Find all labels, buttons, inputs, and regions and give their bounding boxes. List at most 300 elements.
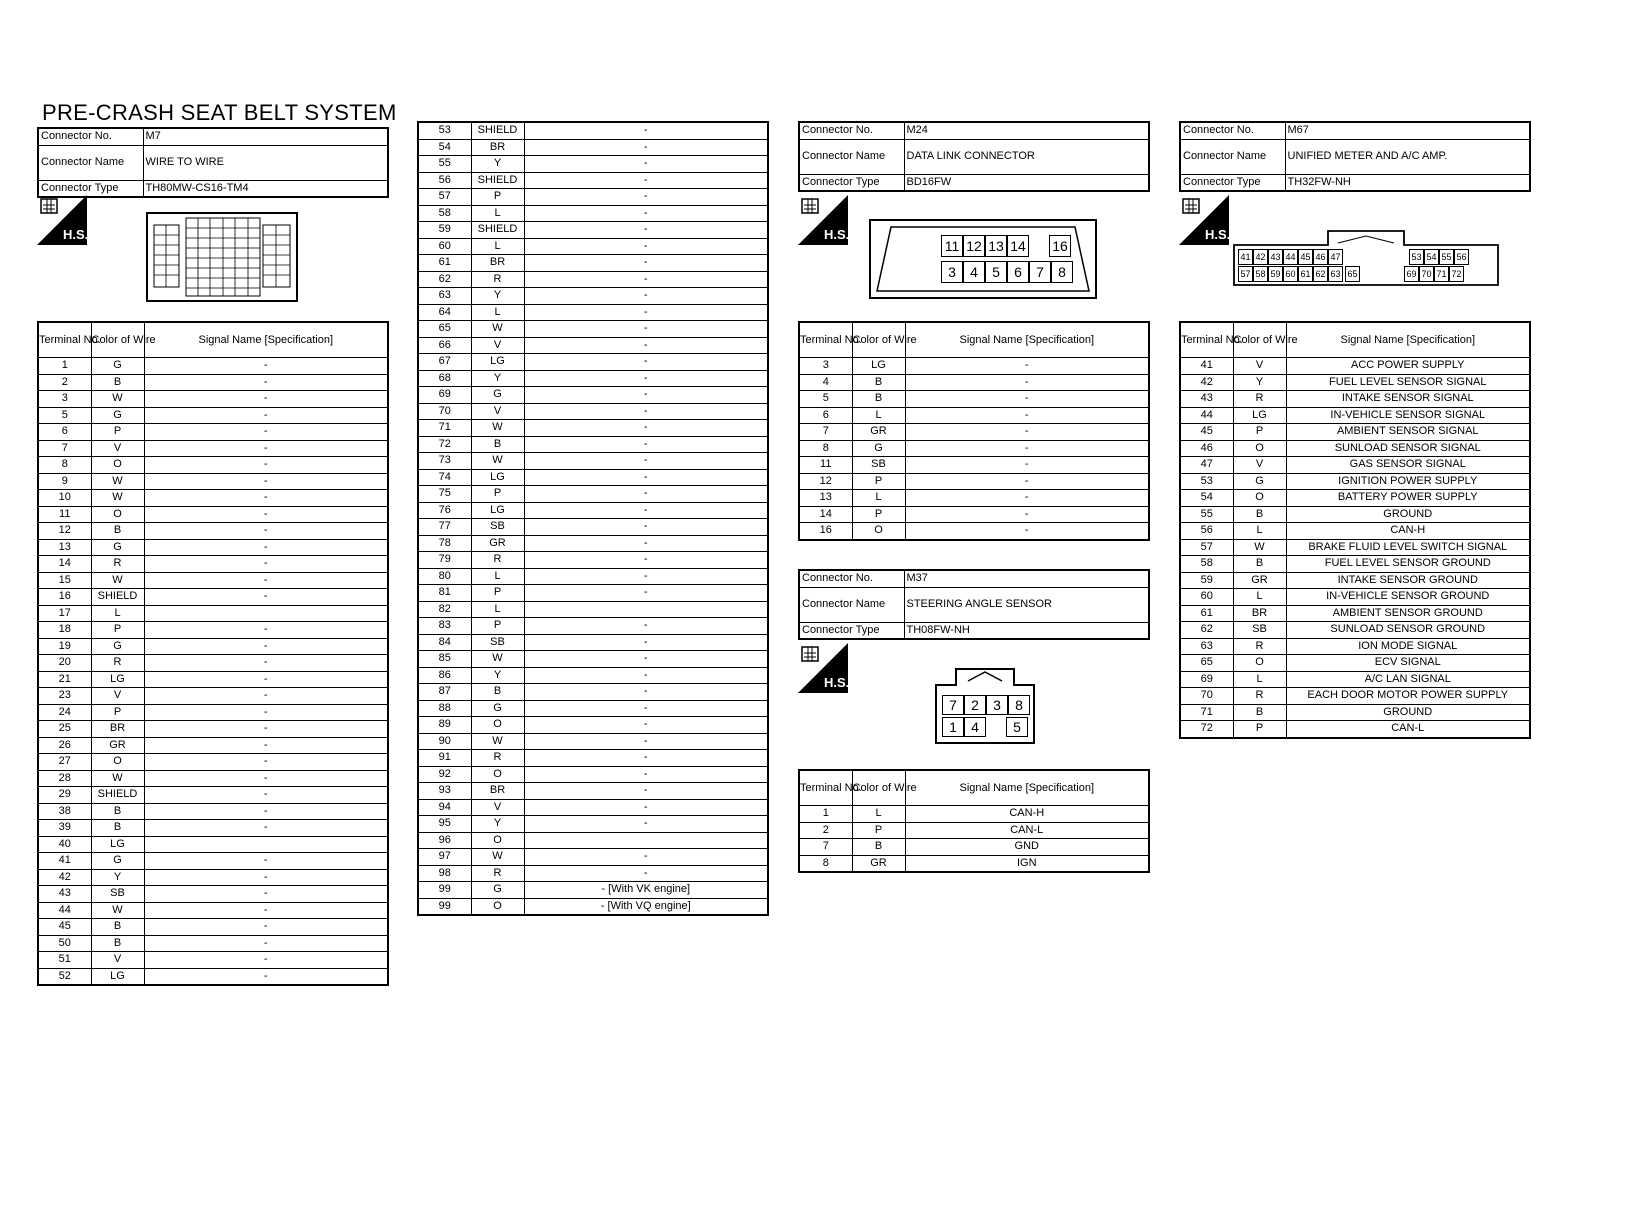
color-cell: LG — [471, 502, 524, 519]
table-row — [1180, 407, 1530, 424]
table-row — [418, 585, 768, 602]
terminal-cell: 16 — [38, 589, 91, 606]
connector-pin: 70 — [1419, 266, 1434, 282]
table-row — [38, 671, 388, 688]
color-cell: R — [471, 271, 524, 288]
connector-pin: 58 — [1253, 266, 1268, 282]
terminal-cell: 11 — [38, 506, 91, 523]
table-row — [418, 156, 768, 173]
color-cell: Y — [91, 869, 144, 886]
signal-cell: - — [905, 358, 1149, 375]
table-row — [38, 655, 388, 672]
terminal-cell: 54 — [418, 139, 471, 156]
color-cell: V — [471, 403, 524, 420]
terminal-cell: 7 — [799, 839, 852, 856]
connector-pin: 11 — [941, 235, 963, 257]
terminal-cell: 2 — [799, 822, 852, 839]
color-cell: Y — [471, 156, 524, 173]
terminal-cell: 68 — [418, 370, 471, 387]
table-row — [38, 886, 388, 903]
signal-cell: GND — [905, 839, 1149, 856]
terminal-cell: 16 — [799, 523, 852, 540]
table-row — [418, 238, 768, 255]
table-row — [418, 733, 768, 750]
color-cell: L — [471, 568, 524, 585]
m67-header — [1179, 121, 1531, 192]
terminal-cell: 72 — [1180, 721, 1233, 738]
signal-cell: - — [905, 490, 1149, 507]
table-row — [418, 337, 768, 354]
color-cell: G — [91, 407, 144, 424]
signal-cell: - — [144, 968, 388, 985]
signal-cell: - — [144, 440, 388, 457]
table-row — [418, 849, 768, 866]
signal-cell: - — [144, 589, 388, 606]
terminal-cell: 76 — [418, 502, 471, 519]
color-cell: V — [471, 799, 524, 816]
signal-cell: GROUND — [1286, 704, 1530, 721]
terminal-cell: 86 — [418, 667, 471, 684]
table-row — [1180, 358, 1530, 375]
terminal-cell: 8 — [799, 440, 852, 457]
terminal-cell: 17 — [38, 605, 91, 622]
color-cell: B — [91, 935, 144, 952]
terminal-cell: 99 — [418, 898, 471, 915]
signal-cell: - — [144, 820, 388, 837]
connector-pin: 72 — [1449, 266, 1464, 282]
color-cell: G — [91, 853, 144, 870]
signal-cell: - — [144, 902, 388, 919]
terminal-cell: 46 — [1180, 440, 1233, 457]
signal-cell: - — [524, 436, 768, 453]
signal-cell: - — [524, 700, 768, 717]
signal-cell: ECV SIGNAL — [1286, 655, 1530, 672]
color-cell: G — [852, 440, 905, 457]
signal-cell: - — [524, 816, 768, 833]
signal-cell: - — [524, 865, 768, 882]
connector-type-value: BD16FW — [904, 174, 1149, 191]
table-row — [799, 822, 1149, 839]
signal-cell: - — [144, 952, 388, 969]
signal-cell: - — [524, 766, 768, 783]
terminal-cell: 70 — [418, 403, 471, 420]
color-cell: V — [1233, 358, 1286, 375]
table-row — [418, 453, 768, 470]
color-cell: O — [91, 754, 144, 771]
terminal-cell: 5 — [38, 407, 91, 424]
signal-cell: - — [144, 457, 388, 474]
color-cell: B — [852, 391, 905, 408]
signal-header: Signal Name [Specification] — [905, 322, 1149, 358]
color-cell: B — [1233, 704, 1286, 721]
signal-cell: - — [524, 453, 768, 470]
table-row — [418, 271, 768, 288]
table-row — [418, 354, 768, 371]
connector-pin: 12 — [963, 235, 985, 257]
signal-cell: - — [524, 156, 768, 173]
terminal-cell: 71 — [418, 420, 471, 437]
connector-pin: 4 — [964, 717, 986, 737]
hs-label: H.S. — [824, 675, 850, 690]
terminal-cell: 53 — [1180, 473, 1233, 490]
terminal-cell: 72 — [418, 436, 471, 453]
signal-cell: ACC POWER SUPPLY — [1286, 358, 1530, 375]
table-row — [418, 304, 768, 321]
signal-cell: - — [144, 490, 388, 507]
color-cell: R — [91, 655, 144, 672]
m7-terminal-table — [37, 321, 389, 986]
color-cell: B — [471, 684, 524, 701]
color-cell: V — [1233, 457, 1286, 474]
color-cell: L — [852, 806, 905, 823]
table-row — [1180, 473, 1530, 490]
signal-cell: - [With VQ engine] — [524, 898, 768, 915]
table-row — [38, 688, 388, 705]
signal-cell: - — [905, 391, 1149, 408]
color-cell: O — [1233, 655, 1286, 672]
connector-name-label: Connector Name — [799, 139, 904, 174]
terminal-cell: 94 — [418, 799, 471, 816]
color-cell: W — [471, 420, 524, 437]
terminal-cell: 87 — [418, 684, 471, 701]
color-cell: SB — [91, 886, 144, 903]
connector-pin: 8 — [1008, 695, 1030, 715]
color-cell: W — [471, 849, 524, 866]
connector-pin: 2 — [964, 695, 986, 715]
signal-cell: BATTERY POWER SUPPLY — [1286, 490, 1530, 507]
terminal-cell: 38 — [38, 803, 91, 820]
table-row — [799, 473, 1149, 490]
table-row — [1180, 589, 1530, 606]
terminal-cell: 1 — [799, 806, 852, 823]
signal-cell: - — [524, 486, 768, 503]
terminal-cell: 51 — [38, 952, 91, 969]
signal-cell: - — [905, 506, 1149, 523]
table-row — [38, 770, 388, 787]
signal-cell: IGN — [905, 855, 1149, 872]
table-row — [418, 222, 768, 239]
color-cell: W — [471, 651, 524, 668]
table-row — [1180, 655, 1530, 672]
color-cell: O — [471, 898, 524, 915]
table-row — [1180, 605, 1530, 622]
connector-no-label: Connector No. — [799, 570, 904, 587]
connector-pin: 54 — [1424, 249, 1439, 265]
table-row — [418, 502, 768, 519]
signal-cell: - — [905, 523, 1149, 540]
harness-side-icon — [1179, 195, 1229, 245]
connector-pin: 7 — [942, 695, 964, 715]
color-cell: Y — [1233, 374, 1286, 391]
terminal-cell: 63 — [1180, 638, 1233, 655]
connector-pin: 6 — [1007, 261, 1029, 283]
terminal-cell: 85 — [418, 651, 471, 668]
signal-header: Signal Name [Specification] — [144, 322, 388, 358]
color-cell: R — [1233, 688, 1286, 705]
color-cell: BR — [471, 783, 524, 800]
m24-pin-row-bottom — [941, 261, 1073, 283]
table-row — [418, 403, 768, 420]
terminal-cell: 10 — [38, 490, 91, 507]
connector-pin: 5 — [985, 261, 1007, 283]
color-cell: Y — [471, 370, 524, 387]
table-row — [799, 506, 1149, 523]
signal-cell: CAN-H — [905, 806, 1149, 823]
table-row — [418, 799, 768, 816]
signal-cell: INTAKE SENSOR SIGNAL — [1286, 391, 1530, 408]
terminal-cell: 60 — [1180, 589, 1233, 606]
signal-cell: - — [524, 370, 768, 387]
connector-pin: 4 — [963, 261, 985, 283]
table-row — [418, 469, 768, 486]
signal-cell: AMBIENT SENSOR GROUND — [1286, 605, 1530, 622]
color-cell: L — [471, 205, 524, 222]
color-cell: P — [471, 189, 524, 206]
signal-cell: - — [144, 358, 388, 375]
connector-pin: 45 — [1298, 249, 1313, 265]
terminal-cell: 41 — [38, 853, 91, 870]
connector-pin: 60 — [1283, 266, 1298, 282]
terminal-cell: 96 — [418, 832, 471, 849]
terminal-cell: 9 — [38, 473, 91, 490]
terminal-cell: 27 — [38, 754, 91, 771]
terminal-header: Terminal No. — [799, 322, 852, 358]
connector-no-value: M37 — [904, 570, 1149, 587]
table-row — [1180, 704, 1530, 721]
color-cell: B — [1233, 506, 1286, 523]
table-row — [418, 255, 768, 272]
color-cell: P — [91, 622, 144, 639]
color-cell: GR — [1233, 572, 1286, 589]
color-cell: LG — [91, 836, 144, 853]
signal-cell: - — [144, 539, 388, 556]
signal-cell: - — [524, 849, 768, 866]
terminal-cell: 44 — [1180, 407, 1233, 424]
signal-cell — [144, 605, 388, 622]
terminal-cell: 84 — [418, 634, 471, 651]
connector-pin: 55 — [1439, 249, 1454, 265]
terminal-cell: 19 — [38, 638, 91, 655]
terminal-cell: 88 — [418, 700, 471, 717]
table-row — [38, 391, 388, 408]
signal-cell: - — [905, 440, 1149, 457]
table-row — [418, 865, 768, 882]
connector-pin: 62 — [1313, 266, 1328, 282]
m37-header — [798, 569, 1150, 640]
color-cell: G — [471, 387, 524, 404]
table-row — [38, 622, 388, 639]
table-row — [418, 122, 768, 139]
signal-cell: - — [524, 717, 768, 734]
terminal-cell: 26 — [38, 737, 91, 754]
table-row — [38, 721, 388, 738]
table-row — [1180, 688, 1530, 705]
signal-cell: - — [524, 420, 768, 437]
signal-cell: - — [524, 271, 768, 288]
table-row — [38, 869, 388, 886]
color-cell: SB — [1233, 622, 1286, 639]
signal-cell: GROUND — [1286, 506, 1530, 523]
table-row — [418, 766, 768, 783]
signal-cell: - — [144, 506, 388, 523]
terminal-cell: 21 — [38, 671, 91, 688]
table-row — [38, 424, 388, 441]
connector-pin: 43 — [1268, 249, 1283, 265]
signal-cell: - — [144, 886, 388, 903]
m24-pin-row-top — [941, 235, 1071, 257]
table-row — [38, 853, 388, 870]
color-cell: P — [852, 822, 905, 839]
terminal-cell: 6 — [799, 407, 852, 424]
color-cell: SB — [471, 519, 524, 536]
signal-cell: - — [144, 869, 388, 886]
color-cell: B — [91, 374, 144, 391]
terminal-cell: 58 — [418, 205, 471, 222]
color-header: Color of Wire — [852, 770, 905, 806]
terminal-cell: 62 — [418, 271, 471, 288]
signal-cell: - — [524, 552, 768, 569]
terminal-cell: 12 — [799, 473, 852, 490]
table-row — [418, 288, 768, 305]
table-row — [1180, 391, 1530, 408]
table-row — [1180, 490, 1530, 507]
color-cell: L — [852, 407, 905, 424]
terminal-cell: 74 — [418, 469, 471, 486]
connector-no-label: Connector No. — [799, 122, 904, 139]
color-cell: W — [471, 453, 524, 470]
connector-no-value: M67 — [1285, 122, 1530, 139]
connector-pin: 61 — [1298, 266, 1313, 282]
connector-pin: 3 — [941, 261, 963, 283]
terminal-cell: 93 — [418, 783, 471, 800]
signal-cell: - — [524, 304, 768, 321]
signal-cell: - — [524, 799, 768, 816]
color-cell: W — [91, 902, 144, 919]
terminal-cell: 13 — [799, 490, 852, 507]
table-row — [1180, 671, 1530, 688]
signal-cell: - — [524, 568, 768, 585]
signal-cell: - — [524, 502, 768, 519]
color-cell: P — [1233, 424, 1286, 441]
m24-terminal-table — [798, 321, 1150, 541]
color-cell: B — [91, 803, 144, 820]
table-row — [418, 535, 768, 552]
harness-side-icon — [37, 195, 87, 245]
terminal-cell: 62 — [1180, 622, 1233, 639]
table-row — [799, 806, 1149, 823]
table-row — [418, 783, 768, 800]
table-row — [799, 855, 1149, 872]
color-cell: LG — [91, 671, 144, 688]
signal-cell: - — [524, 288, 768, 305]
connector-pin: 8 — [1051, 261, 1073, 283]
signal-cell: - — [144, 407, 388, 424]
table-row — [38, 754, 388, 771]
color-cell: G — [471, 882, 524, 899]
signal-cell: - — [524, 354, 768, 371]
terminal-cell: 47 — [1180, 457, 1233, 474]
table-row — [38, 539, 388, 556]
color-cell: W — [471, 321, 524, 338]
signal-cell: IN-VEHICLE SENSOR GROUND — [1286, 589, 1530, 606]
hs-label: H.S. — [1205, 227, 1231, 242]
terminal-cell: 8 — [38, 457, 91, 474]
m67-terminal-table — [1179, 321, 1531, 739]
signal-cell: SUNLOAD SENSOR SIGNAL — [1286, 440, 1530, 457]
terminal-cell: 44 — [38, 902, 91, 919]
table-row — [38, 523, 388, 540]
signal-cell: - — [144, 556, 388, 573]
color-header: Color of Wire — [852, 322, 905, 358]
connector-name-label: Connector Name — [38, 145, 143, 180]
table-row — [38, 358, 388, 375]
signal-cell: BRAKE FLUID LEVEL SWITCH SIGNAL — [1286, 539, 1530, 556]
terminal-header: Terminal No. — [1180, 322, 1233, 358]
terminal-cell: 80 — [418, 568, 471, 585]
color-cell: SHIELD — [471, 122, 524, 139]
signal-cell: GAS SENSOR SIGNAL — [1286, 457, 1530, 474]
signal-cell: FUEL LEVEL SENSOR SIGNAL — [1286, 374, 1530, 391]
signal-cell: - — [905, 424, 1149, 441]
connector-type-label: Connector Type — [799, 174, 904, 191]
color-cell: BR — [1233, 605, 1286, 622]
connector-type-label: Connector Type — [799, 622, 904, 639]
color-cell: LG — [471, 469, 524, 486]
signal-cell: - — [144, 638, 388, 655]
terminal-cell: 18 — [38, 622, 91, 639]
connector-no-value: M7 — [143, 128, 388, 145]
terminal-cell: 42 — [38, 869, 91, 886]
connector-pin: 65 — [1345, 266, 1360, 282]
signal-cell: FUEL LEVEL SENSOR GROUND — [1286, 556, 1530, 573]
table-row — [418, 634, 768, 651]
connector-pin: 46 — [1313, 249, 1328, 265]
terminal-cell: 69 — [1180, 671, 1233, 688]
terminal-cell: 1 — [38, 358, 91, 375]
color-cell: G — [1233, 473, 1286, 490]
signal-cell: - — [524, 337, 768, 354]
connector-type-value: TH80MW-CS16-TM4 — [143, 180, 388, 197]
table-row — [38, 490, 388, 507]
color-cell: L — [91, 605, 144, 622]
table-row — [799, 839, 1149, 856]
color-cell: Y — [471, 816, 524, 833]
terminal-cell: 83 — [418, 618, 471, 635]
color-cell: GR — [471, 535, 524, 552]
signal-cell: - — [144, 721, 388, 738]
connector-pin: 14 — [1007, 235, 1029, 257]
terminal-cell: 57 — [418, 189, 471, 206]
terminal-cell: 2 — [38, 374, 91, 391]
table-row — [38, 374, 388, 391]
terminal-cell: 45 — [1180, 424, 1233, 441]
connector-pin: 5 — [1006, 717, 1028, 737]
signal-cell: ION MODE SIGNAL — [1286, 638, 1530, 655]
terminal-cell: 65 — [1180, 655, 1233, 672]
table-row — [38, 968, 388, 985]
color-cell: W — [91, 770, 144, 787]
signal-cell: - — [144, 688, 388, 705]
signal-cell: - — [524, 255, 768, 272]
signal-cell: - — [144, 391, 388, 408]
table-row — [418, 882, 768, 899]
signal-cell: - — [524, 733, 768, 750]
color-cell: R — [91, 556, 144, 573]
table-row — [418, 519, 768, 536]
table-row — [38, 440, 388, 457]
color-cell: R — [1233, 391, 1286, 408]
terminal-cell: 77 — [418, 519, 471, 536]
